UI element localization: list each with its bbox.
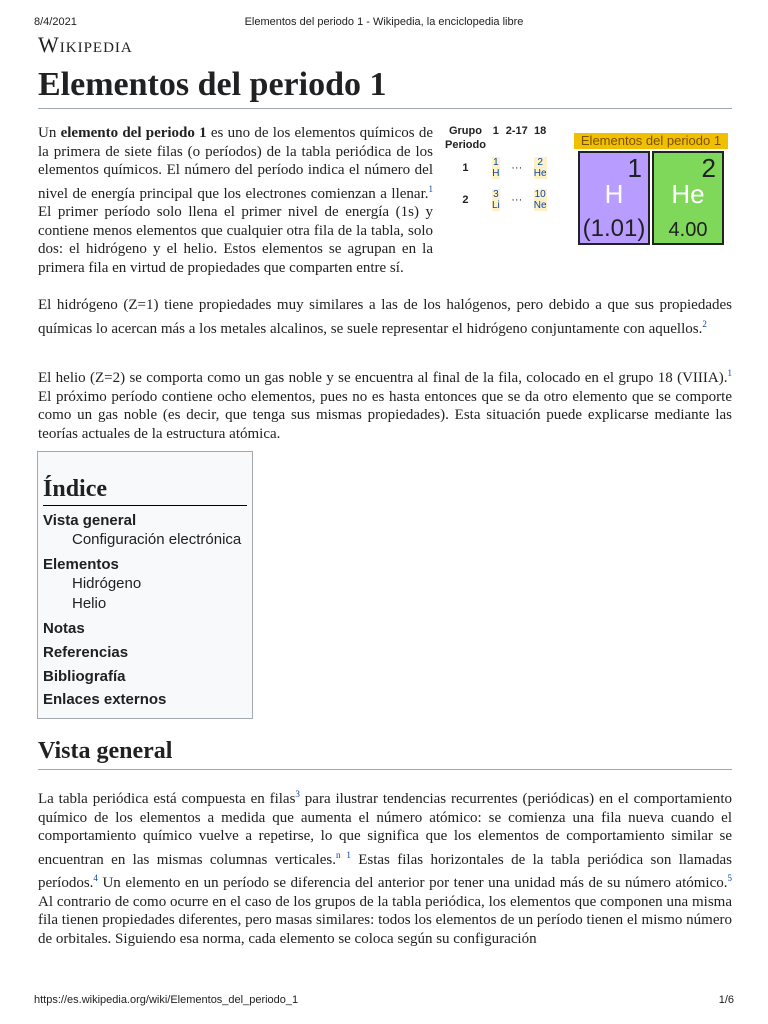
ref-5[interactable]: 5: [727, 873, 732, 883]
section-title-vista-general: Vista general: [38, 738, 732, 770]
print-date: 8/4/2021: [34, 16, 77, 28]
intro-paragraph: Un elemento del periodo 1 es uno de los elementos químicos de la primera de siete filas (o períodos) de la tabla periódica de los elementos químicos. El número del período indica el número del nivel de energía principal que los electrones comienzan a llenar.$^1$ El primer período solo llena el primer nivel de energía (1s) y contiene menos elementos que cualquier otra fila de la tabla, solo dos: el hidrógeno y el helio. Estos elementos se agrupan en la primera fila en virtud de propiedades que comparten entre sí.: [38, 125, 433, 276]
element-cell-hydrogen[interactable]: 1 H (1.01): [578, 151, 650, 245]
mini-cell-h[interactable]: 1 H: [492, 157, 500, 179]
period-1-table: [574, 133, 728, 242]
print-page-number: 1/6: [718, 994, 734, 1006]
mini-header-periodo: Periodo: [445, 139, 486, 151]
ref-1b[interactable]: 1: [727, 368, 732, 378]
toc-item-helio[interactable]: Helio: [72, 595, 107, 612]
toc-item-enlaces[interactable]: Enlaces externos: [43, 691, 167, 708]
paragraph-helium: El helio (Z=2) se comporta como un gas noble y se encuentra al final de la fila, colocado en el grupo 18 (VIIIA).$^1$ El próximo período contiene ocho elementos, pues no es hasta entonces que se da otro elemento que se comporte como un gas noble (es decir, que tenga sus mismas propiedades). Esta situación puede explicarse mediante las teorías actuales de la estructura atómica.: [38, 368, 732, 442]
mini-header-grupo: Grupo: [448, 125, 482, 137]
page-title: Elementos del periodo 1: [38, 66, 732, 109]
note-n1[interactable]: n 1: [335, 849, 351, 860]
toc-item-bibliografia[interactable]: Bibliografía: [43, 668, 126, 685]
ref-1[interactable]: 1: [428, 183, 433, 194]
toc-item-notas[interactable]: Notas: [43, 620, 85, 637]
toc-title: Índice: [43, 476, 247, 506]
element-cell-helium[interactable]: 2 He 4.00: [652, 151, 724, 245]
ref-4[interactable]: 4: [93, 873, 98, 883]
mini-cell-ne[interactable]: 10 Ne: [533, 189, 547, 211]
print-title: Elementos del periodo 1 - Wikipedia, la enciclopedia libre: [244, 16, 524, 28]
mini-periodic-table: Grupo 1 2-17 18 Periodo 1 1 H ··· 2 He 2 3 Li ··· 10 Ne: [442, 124, 554, 216]
toc-item-referencias[interactable]: Referencias: [43, 644, 129, 661]
ref-3[interactable]: 3: [295, 789, 300, 799]
table-of-contents: [37, 451, 253, 719]
mini-cell-he[interactable]: 2 He: [533, 157, 547, 179]
mini-cell-li[interactable]: 3 Li: [491, 189, 500, 211]
period-table-caption[interactable]: Elementos del periodo 1: [574, 133, 728, 149]
paragraph-vista-general: La tabla periódica está compuesta en filas$^3$ para ilustrar tendencias recurrentes (periódicas) en el comportamiento químico de los elementos a medida que aumenta el número atómico: se comienza una fila nueva cuando el comportamiento químico vuelve a repetirse, lo que significa que los elementos de comportamiento similar se encuentran en las mismas columnas verticales.$^{n 1}$ Estas filas horizontales de la tabla periódica son llamadas períodos.$^4$ Un elemento en un período se diferencia del anterior por tener una unidad más de su número atómico.$^5$ Al contrario de como ocurre en el caso de los grupos de la tabla periódica, los elementos que componen una misma fila tienen propiedades diferentes, pero masas similares: todos los elementos de un período tienen el mismo número de orbitales. Siguiendo esa norma, cada elemento se coloca según su configuración: [38, 789, 733, 947]
toc-item-elementos[interactable]: Elementos: [43, 556, 119, 573]
toc-item-configuracion[interactable]: Configuración electrónica: [72, 531, 242, 548]
print-url: https://es.wikipedia.org/wiki/Elementos_del_periodo_1: [34, 994, 299, 1006]
ref-2[interactable]: 2: [702, 318, 707, 329]
wikipedia-logo[interactable]: Wikipedia: [38, 32, 133, 57]
toc-item-vista-general[interactable]: Vista general: [43, 512, 137, 529]
paragraph-hydrogen: El hidrógeno (Z=1) tiene propiedades muy similares a las de los halógenos, pero debido a que sus propiedades químicas lo acercan más a los metales alcalinos, se suele representar el hidrógeno conjuntamente con aquellos.$^2$: [38, 297, 732, 337]
toc-item-hidrogeno[interactable]: Hidrógeno: [72, 575, 142, 592]
